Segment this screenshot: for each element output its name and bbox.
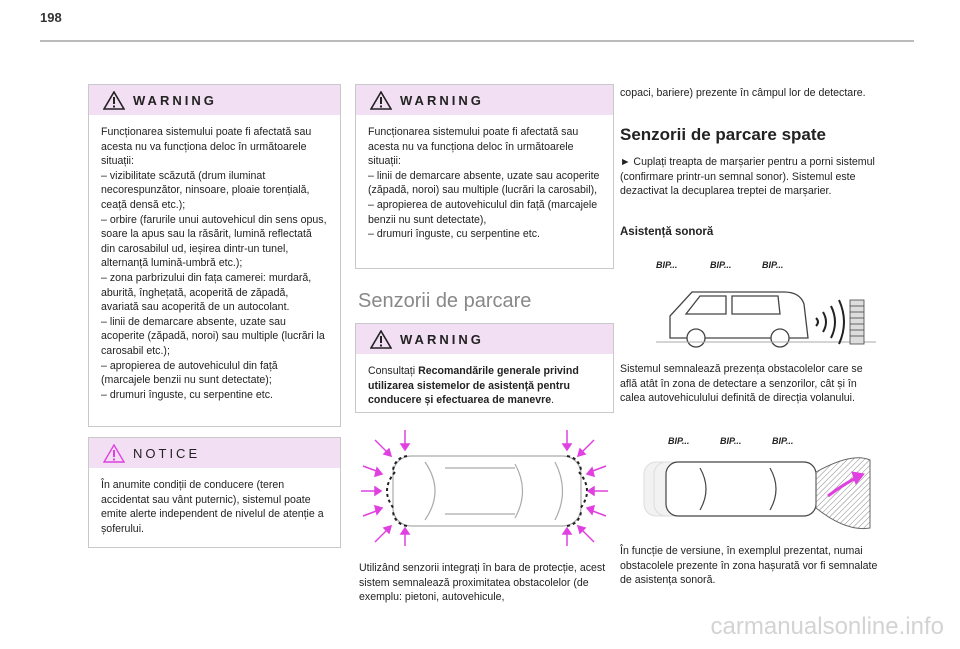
parking-sensors-diagram [355,420,614,555]
rear-sensors-heading: Senzorii de parcare spate [620,125,826,144]
hatched-zone [816,458,870,529]
rear-sensor-top-diagram [620,432,880,532]
warning-title: WARNING [400,92,484,108]
warning-triangle-icon [370,330,392,349]
text-bold: Recomandările generale privind utilizarea sistemelor de asistență pentru conducere și efectuarea de manevre [368,365,579,407]
bip-label: BIP... [772,436,794,446]
notice-triangle-icon [103,444,125,463]
warning-header [356,324,613,354]
warning-text: Funcționarea sistemului poate fi afectată sau acesta nu va funcționa deloc în următoarele situații: – linii de demarcare absente, uzate sau acoperite (zăpadă, noroi) sau multiple (lucrări la carosabil), – apropierea de autovehiculul din față (marcajele benzii nu sunt detectate), – drumuri înguste, cu serpentine etc. [368,126,600,241]
bip-label: BIP... [656,260,678,270]
warning-header [89,85,340,115]
warning-text: Funcționarea sistemului poate fi afectată sau acesta nu va funcționa deloc în următoarele situații: – vizibilitate scăzută (drum iluminat necorespunzător, ninsoare, ploaie torențială, ceață densă etc.); – orbire (farurile unui autovehicul din sens opus, soare la apus sau la răsărit, lumină reflectată din carosabilul ud, ieșirea dintr-un tunel, alternanță lumină-umbră etc.); – zona parbrizului din fața camerei: murdară, aburită, înghețată, acoperită de zăpadă, avariată sau acoperită de un autocolant. – linii de demarcare absente, uzate sau acoperite (zăpadă, noroi) sau multiple (lucrări la carosabil etc.); – apropierea de autovehiculul din față (marcajele benzii nu sunt detectate); – drumuri înguste, cu serpentine etc. [101,126,327,401]
warning-triangle-icon [370,91,392,110]
continued-text: copaci, bariere) prezente în câmpul lor de detectare. [620,87,866,99]
page-number: 198 [40,10,62,25]
sound-waves [816,300,844,344]
notice-text: În anumite condiții de conducere (teren accidentat sau vânt puternic), sistemul poate emite alerte independent de nivelul de atenție a șoferului. [101,479,324,535]
warning-title: WARNING [133,92,217,108]
text-prefix: Consultați [368,365,419,377]
warning-triangle-icon [103,91,125,110]
warning-box-2 [355,84,614,269]
warning-title: WARNING [400,331,484,347]
wall-obstacle [850,300,864,344]
car-side-view [670,292,808,347]
detection-text: Sistemul semnalează prezența obstacolelor care se află atât în zona de detectare a senzorilor, cât și în calea autovehiculului definită de direcția volanului. [620,363,863,405]
text-suffix: . [551,394,555,407]
bip-label: BIP... [710,260,732,270]
warning-box-3 [355,323,614,413]
car-top-view [666,462,816,516]
sound-assist-heading: Asistență sonoră [620,226,714,238]
intro-text: ► Cuplați treapta de marșarier pentru a porni sistemul (confirmare printr-un semnal sonor). Sistemul este dezactivat la decuplarea treptei de marșarier. [620,156,875,198]
bip-label: BIP... [720,436,742,446]
watermark: carmanualsonline.info [710,613,944,640]
notice-box [88,437,341,548]
figure-caption: Utilizând senzorii integrați în bara de protecție, acest sistem semnalează proximitatea obstacolelor (de exemplu: pietoni, autovehicule, [359,562,606,604]
rear-sensor-side-diagram [620,252,880,352]
top-rule [40,40,914,42]
bip-label: BIP... [762,260,784,270]
notice-header [89,438,340,468]
warning-box-1 [88,84,341,427]
warning-text [356,354,613,416]
notice-title: NOTICE [133,445,201,461]
hatched-zone-text: În funcție de versiune, în exemplul prezentat, numai obstacolele prezente în zona hașurată vor fi semnalate de asistența sonoră. [620,545,878,587]
bip-label: BIP... [668,436,690,446]
section-title: Senzorii de parcare [358,290,532,312]
warning-header [356,85,613,115]
